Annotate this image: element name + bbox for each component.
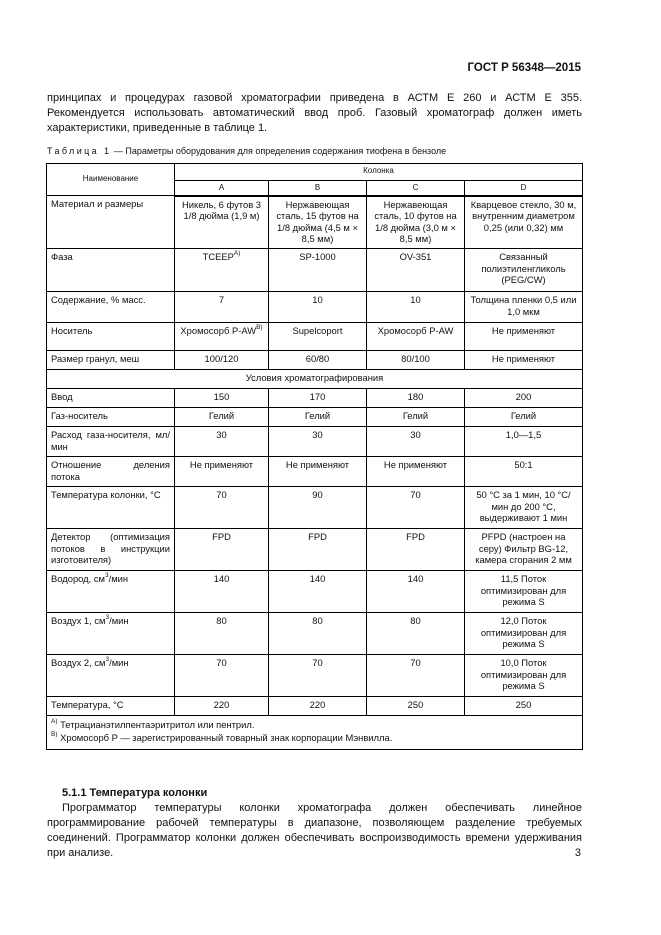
cell-a: 7 [175, 292, 269, 323]
parameters-table [46, 163, 583, 750]
cell-a [175, 323, 269, 351]
standard-number: ГОСТ Р 56348—2015 [467, 62, 581, 74]
cell-b: 70 [269, 655, 367, 697]
cell-c: 70 [367, 487, 465, 529]
table-caption-label: Таблица 1 [47, 146, 112, 156]
cell-d: Связанный полиэтиленгликоль (PEG/CW) [465, 249, 583, 292]
cell-a: 70 [175, 487, 269, 529]
cell-b: 60/80 [269, 351, 367, 370]
cell-c: FPD [367, 529, 465, 571]
footnotes-row [47, 716, 583, 750]
table-row [47, 529, 583, 571]
cell-d: 250 [465, 697, 583, 716]
cell-b: 80 [269, 613, 367, 655]
section-title: Условия хроматографирования [47, 370, 583, 389]
cell-b: 30 [269, 427, 367, 457]
table-row [47, 613, 583, 655]
column-letter-d: D [465, 181, 583, 196]
cell-c: 80 [367, 613, 465, 655]
cell-c: Хромосорб P-AW [367, 323, 465, 351]
row-label: Фаза [47, 249, 175, 292]
cell-a: 30 [175, 427, 269, 457]
row-label: Ввод [47, 389, 175, 408]
table-row [47, 655, 583, 697]
cell-d: 200 [465, 389, 583, 408]
table-row [47, 427, 583, 457]
table-row [47, 389, 583, 408]
footnote-a [51, 719, 578, 732]
footnote-ref-b: B) [256, 324, 263, 332]
cell-b: 220 [269, 697, 367, 716]
row-label-sup: 3 [105, 656, 110, 664]
cell-b: 90 [269, 487, 367, 529]
table-row [47, 487, 583, 529]
cell-a: 140 [175, 571, 269, 613]
row-label [47, 613, 175, 655]
section-row [47, 370, 583, 389]
cell-b: FPD [269, 529, 367, 571]
row-label: Размер гранул, меш [47, 351, 175, 370]
cell-a: 70 [175, 655, 269, 697]
cell-c: 10 [367, 292, 465, 323]
intro-paragraph: принципах и процедурах газовой хроматографии приведена в АСТМ Е 260 и АСТМ Е 355. Рекомендуется использовать автоматический ввод проб. Газовый хроматограф должен иметь характеристики, приведенные в таблице 1. [47, 92, 582, 134]
cell-c: 180 [367, 389, 465, 408]
cell-d: PFPD (настроен на серу) Фильтр BG-12, камера сгорания 2 мм [465, 529, 583, 571]
cell-d: Не применяют [465, 323, 583, 351]
cell-c: Гелий [367, 408, 465, 427]
cell-a: 220 [175, 697, 269, 716]
footnote-text: Тетрацианэтилпентаэритритол или пентрил. [57, 719, 255, 731]
row-label: Носитель [47, 323, 175, 351]
page-number: 3 [574, 847, 581, 859]
row-label-unit: /мин [109, 657, 129, 669]
row-label: Температура колонки, °С [47, 487, 175, 529]
cell-a [175, 249, 269, 292]
table-row [47, 292, 583, 323]
row-label-sup: 3 [104, 572, 109, 580]
footnote-ref-a: A) [233, 250, 241, 258]
table-row [47, 571, 583, 613]
table-row [47, 351, 583, 370]
cell-a: FPD [175, 529, 269, 571]
cell-a: 100/120 [175, 351, 269, 370]
row-label-text: Воздух 1, см [51, 615, 106, 627]
table-row [47, 323, 583, 351]
header-columns: Колонка [175, 164, 583, 181]
row-label: Материал и размеры [47, 196, 175, 249]
cell-d: 10,0 Поток оптимизирован для режима S [465, 655, 583, 697]
cell-a: 150 [175, 389, 269, 408]
cell-d: Толщина пленки 0,5 или 1,0 мкм [465, 292, 583, 323]
header-name: Наименование [47, 164, 175, 196]
cell-d: Не применяют [465, 351, 583, 370]
footnote-mark: B) [51, 730, 58, 738]
cell-c: 30 [367, 427, 465, 457]
footnote-text: Хромосорб P — зарегистрированный товарный знак корпорации Мэнвилла. [57, 731, 393, 743]
cell-b: Гелий [269, 408, 367, 427]
cell-c: Нержавеющая сталь, 10 футов на 1/8 дюйма (3,0 м × 8,5 мм) [367, 196, 465, 249]
cell-b: 170 [269, 389, 367, 408]
table-row [47, 196, 583, 249]
table-caption-text: — Параметры оборудования для определения содержания тиофена в бензоле [111, 146, 447, 156]
footnote-mark: A) [51, 718, 58, 726]
row-label [47, 571, 175, 613]
table-caption [47, 146, 446, 156]
row-label-text: Воздух 2, см [51, 657, 106, 669]
cell-c: 80/100 [367, 351, 465, 370]
cell-a-text: TCEEP [202, 251, 234, 263]
cell-b: 140 [269, 571, 367, 613]
column-letter-c: C [367, 181, 465, 196]
table-row [47, 697, 583, 716]
cell-b: Не применяют [269, 457, 367, 487]
section-paragraph: Программатор температуры колонки хроматографа должен обеспечивать линейное программирование рабочей температуры в диапазоне, позволяющем разделение требуемых соединений. Программатор колонки должен обеспечивать воспроизводимость времени удерживания при анализе. [47, 802, 582, 859]
cell-a-text: Хромосорб P-AW [180, 325, 257, 337]
row-label-text: Водород, см [51, 573, 105, 585]
cell-b: 10 [269, 292, 367, 323]
section-heading: 5.1.1 Температура колонки [62, 787, 208, 799]
row-label-sup: 3 [105, 614, 110, 622]
cell-d: Кварцевое стекло, 30 м, внутренним диаметром 0,25 (или 0,32) мм [465, 196, 583, 249]
cell-d: 50:1 [465, 457, 583, 487]
table-row [47, 408, 583, 427]
row-label: Отношение деления потока [47, 457, 175, 487]
cell-d: 12,0 Поток оптимизирован для режима S [465, 613, 583, 655]
table-row [47, 249, 583, 292]
cell-d: Гелий [465, 408, 583, 427]
cell-c: Не применяют [367, 457, 465, 487]
footnote-b [51, 732, 578, 745]
cell-d: 1,0—1,5 [465, 427, 583, 457]
row-label: Детектор (оптимизация потоков в инструкции изготовителя) [47, 529, 175, 571]
cell-b: SP-1000 [269, 249, 367, 292]
row-label: Газ-носитель [47, 408, 175, 427]
cell-b: Нержавеющая сталь, 15 футов на 1/8 дюйма (4,5 м × 8,5 мм) [269, 196, 367, 249]
cell-a: Никель, 6 футов 3 1/8 дюйма (1,9 м) [175, 196, 269, 249]
cell-a: Не применяют [175, 457, 269, 487]
cell-c: OV-351 [367, 249, 465, 292]
cell-c: 70 [367, 655, 465, 697]
column-letter-a: A [175, 181, 269, 196]
cell-c: 140 [367, 571, 465, 613]
row-label: Расход газа-носителя, мл/мин [47, 427, 175, 457]
row-label: Температура, °С [47, 697, 175, 716]
cell-a: 80 [175, 613, 269, 655]
cell-a: Гелий [175, 408, 269, 427]
row-label [47, 655, 175, 697]
cell-c: 250 [367, 697, 465, 716]
table-row [47, 457, 583, 487]
row-label: Содержание, % масс. [47, 292, 175, 323]
table-footnotes [47, 716, 583, 750]
row-label-unit: /мин [109, 615, 129, 627]
cell-b: Supelcoport [269, 323, 367, 351]
cell-d: 50 °С за 1 мин, 10 °С/мин до 200 °С, выдерживают 1 мин [465, 487, 583, 529]
column-letter-b: B [269, 181, 367, 196]
cell-d: 11,5 Поток оптимизирован для режима S [465, 571, 583, 613]
row-label-unit: /мин [108, 573, 129, 585]
